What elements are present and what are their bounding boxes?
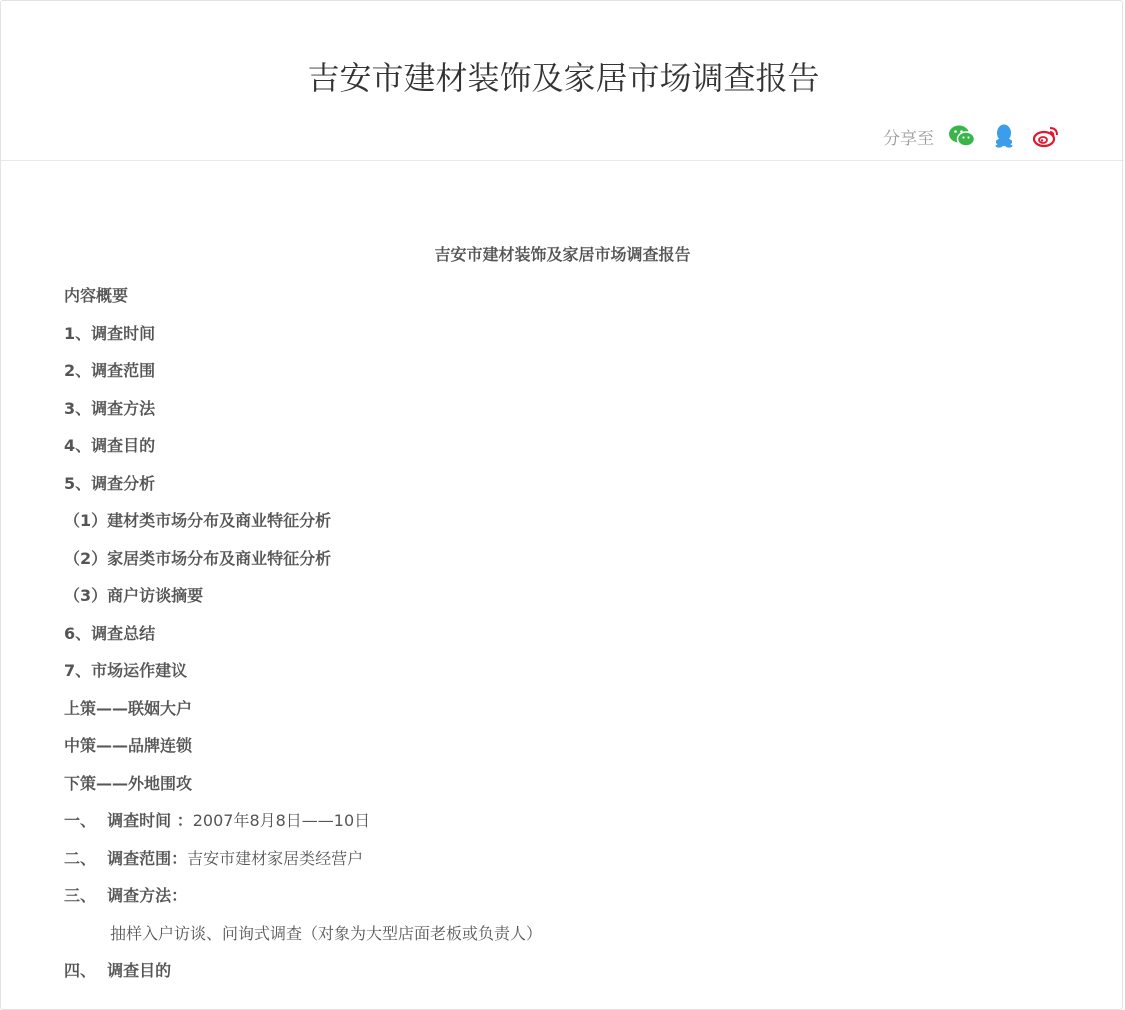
outline-subitem: （2）家居类市场分布及商业特征分析	[64, 549, 332, 568]
section-survey-scope	[64, 846, 363, 869]
document-title: 吉安市建材装饰及家居市场调查报告	[434, 245, 691, 264]
outline-subitem: （1）建材类市场分布及商业特征分析	[64, 511, 332, 530]
section-survey-time	[64, 808, 370, 831]
wechat-icon[interactable]	[948, 123, 976, 149]
section-body: 抽样入户访谈、问询式调查（对象为大型店面老板或负责人）	[110, 924, 543, 943]
outline-heading: 内容概要	[64, 286, 129, 305]
qq-icon[interactable]	[990, 123, 1018, 149]
section-value: 2007年8月8日——10日	[192, 811, 371, 830]
strategy-item: 下策——外地围攻	[64, 774, 193, 793]
page-title: 吉安市建材装饰及家居市场调查报告	[307, 59, 820, 97]
section-label: 二、 调查范围：	[64, 849, 188, 868]
outline-item: 3、调查方法	[64, 399, 156, 418]
section-label: 四、 调查目的	[64, 961, 172, 980]
weibo-icon[interactable]	[1032, 123, 1060, 149]
outline-item: 4、调查目的	[64, 436, 156, 455]
section-value: 吉安市建材家居类经营户	[187, 849, 364, 868]
share-bar	[883, 121, 1074, 151]
article-header	[1, 1, 1124, 161]
section-label: 三、 调查方法：	[64, 886, 188, 905]
section-label: 一、 调查时间 ：	[64, 811, 193, 830]
outline-item: 7、市场运作建议	[64, 661, 188, 680]
outline-subitem: （3）商户访谈摘要	[64, 586, 204, 605]
outline-item: 6、调查总结	[64, 624, 156, 643]
outline-item: 2、调查范围	[64, 361, 156, 380]
outline-item: 5、调查分析	[64, 474, 156, 493]
strategy-item: 中策——品牌连锁	[64, 736, 193, 755]
share-label: 分享至	[883, 128, 934, 149]
outline-item: 1、调查时间	[64, 324, 156, 343]
strategy-item: 上策——联姻大户	[64, 699, 193, 718]
section-survey-method	[64, 883, 187, 906]
section-survey-purpose	[64, 958, 171, 981]
